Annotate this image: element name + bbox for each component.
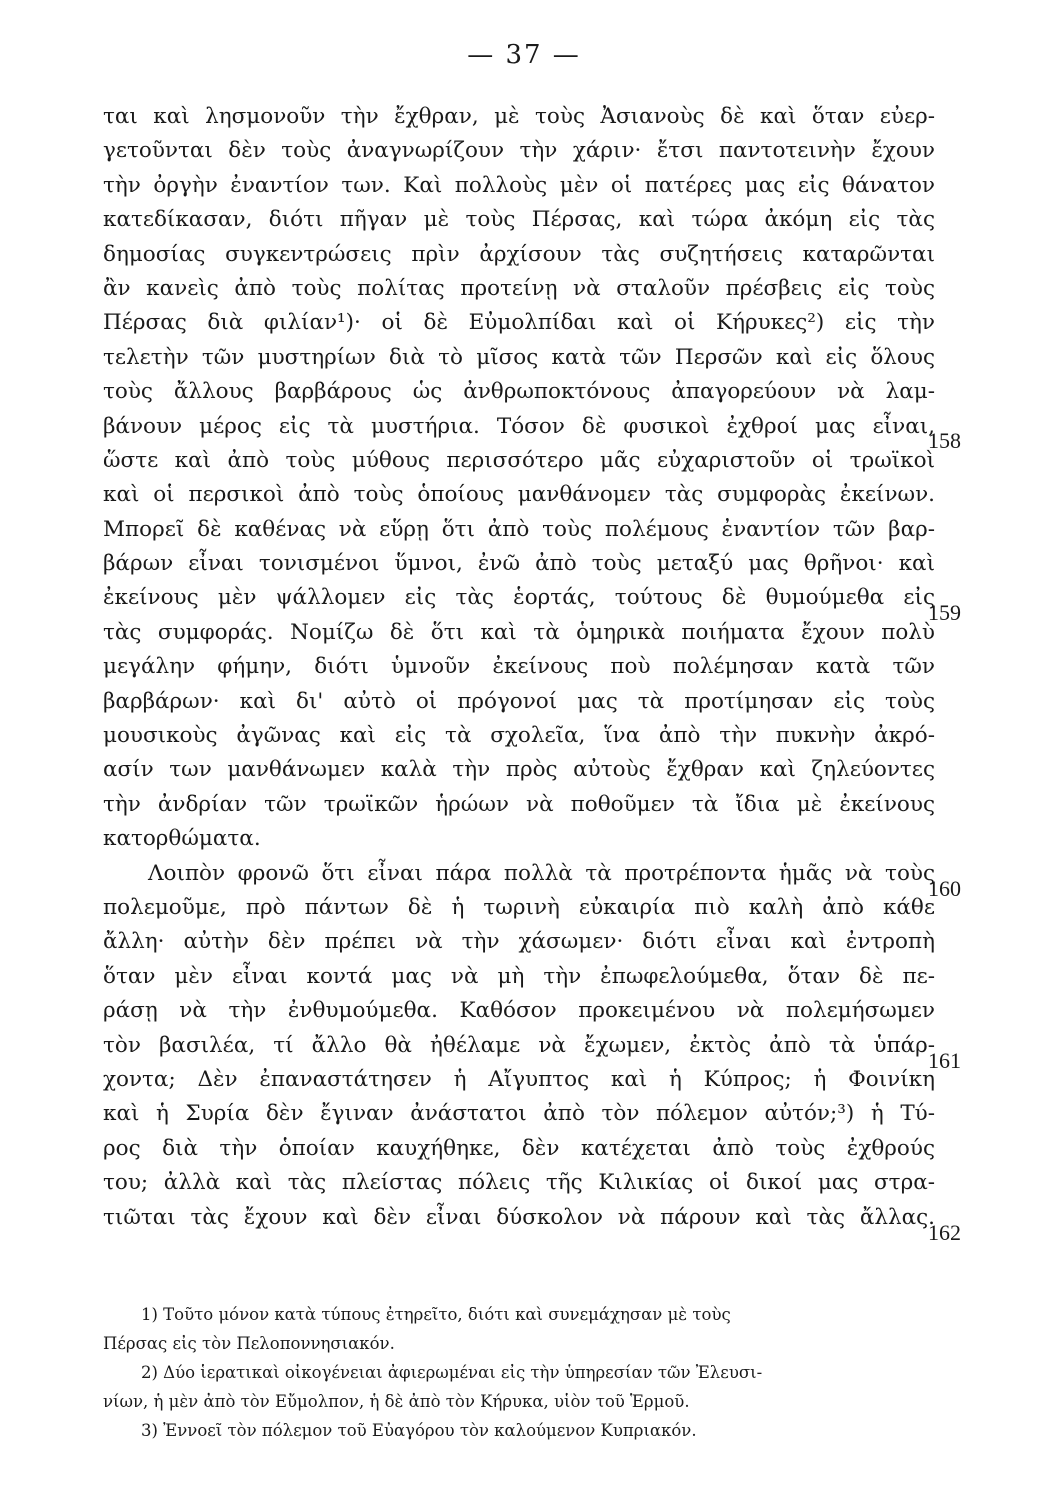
text-line: κατορθώματα. [103, 826, 261, 852]
text-line: δημοσίας συγκεντρώσεις πρὶν ἀρχίσουν τὰς συζητήσεις καταρῶνται [103, 241, 935, 267]
text-line: κατεδίκασαν, διότι πῆγαν μὲ τοὺς Πέρσας, καὶ τώρα ἀκόμη εἰς τὰς [103, 207, 935, 233]
text-line: ρος διὰ τὴν ὁποίαν καυχήθηκε, δὲν κατέχεται ἀπὸ τοὺς ἐχθρούς [103, 1135, 935, 1161]
page-number: — 37 — [467, 40, 581, 70]
text-line: γετοῦνται δὲν τοὺς ἀναγνωρίζουν τὴν χάριν· ἔτσι παντοτεινὴν ἔχουν [103, 138, 935, 164]
text-line: Πέρσας διὰ φιλίαν¹)· οἱ δὲ Εὐμολπίδαι καὶ οἱ Κήρυκες²) εἰς τὴν [103, 310, 935, 336]
text-line: καὶ ἡ Συρία δὲν ἔγιναν ἀνάστατοι ἀπὸ τὸν πόλεμον αὐτόν;³) ἡ Τύ- [103, 1101, 935, 1127]
margin-section-number: 162 [928, 1220, 961, 1245]
text-line: Μπορεῖ δὲ καθένας νὰ εὕρῃ ὅτι ἀπὸ τοὺς πολέμους ἐναντίον τῶν βαρ- [103, 516, 935, 542]
text-line: τὰς συμφοράς. Νομίζω δὲ ὅτι καὶ τὰ ὁμηρικὰ ποιήματα ἔχουν πολὺ [103, 619, 935, 645]
text-line: ὥστε καὶ ἀπὸ τοὺς μύθους περισσότερο μᾶς εὐχαριστοῦν οἱ τρωϊκοὶ [103, 447, 935, 473]
body-text [103, 100, 935, 1235]
text-line: μεγάλην φήμην, διότι ὑμνοῦν ἐκείνους ποὺ πολέμησαν κατὰ τῶν [103, 654, 935, 680]
footnote-line: νίων, ἡ μὲν ἀπὸ τὸν Εὔμολπον, ἡ δὲ ἀπὸ τὸν Κήρυκα, υἱὸν τοῦ Ἑρμοῦ. [103, 1392, 690, 1411]
text-line: τὴν ὀργὴν ἐναντίον των. Καὶ πολλοὺς μὲν οἱ πατέρες μας εἰς θάνατον [103, 172, 935, 198]
text-line: ὅταν μὲν εἶναι κοντά μας νὰ μὴ τὴν ἐπωφελούμεθα, ὅταν δὲ πε- [103, 963, 935, 989]
text-line: Λοιπὸν φρονῶ ὅτι εἶναι πάρα πολλὰ τὰ προτρέποντα ἡμᾶς νὰ τοὺς [148, 860, 935, 886]
text-line: μουσικοὺς ἀγῶνας καὶ εἰς τὰ σχολεῖα, ἵνα ἀπὸ τὴν πυκνὴν ἀκρό- [103, 723, 935, 749]
text-line: ται καὶ λησμονοῦν τὴν ἔχθραν, μὲ τοὺς Ἀσιανοὺς δὲ καὶ ὅταν εὐερ- [103, 104, 935, 129]
margin-section-number: 161 [928, 1048, 961, 1073]
margin-section-number: 160 [928, 876, 961, 901]
footnote-line: Πέρσας εἰς τὸν Πελοποννησιακόν. [103, 1334, 395, 1353]
text-line: τιῶται τὰς ἔχουν καὶ δὲν εἶναι δύσκολον νὰ πάρουν καὶ τὰς ἄλλας. [103, 1204, 935, 1230]
text-line: ἂν κανεὶς ἀπὸ τοὺς πολίτας προτείνῃ νὰ σταλοῦν πρέσβεις εἰς τοὺς [103, 275, 935, 301]
text-line: βάρων εἶναι τονισμένοι ὕμνοι, ἐνῶ ἀπὸ τοὺς μεταξύ μας θρῆνοι· καὶ [103, 551, 935, 577]
text-line: ασίν των μανθάνωμεν καλὰ τὴν πρὸς αὐτοὺς ἔχθραν καὶ ζηλεύοντες [103, 757, 935, 783]
footnote-line: 1) Τοῦτο μόνον κατὰ τύπους ἐτηρεῖτο, διότι καὶ συνεμάχησαν μὲ τοὺς [141, 1305, 731, 1324]
text-line: τοὺς ἄλλους βαρβάρους ὡς ἀνθρωποκτόνους ἀπαγορεύουν νὰ λαμ- [103, 379, 935, 405]
text-line: ἄλλη· αὐτὴν δὲν πρέπει νὰ τὴν χάσωμεν· διότι εἶναι καὶ ἐντροπὴ [103, 929, 935, 955]
footnote-line: 3) Ἐννοεῖ τὸν πόλεμον τοῦ Εὐαγόρου τὸν καλούμενον Κυπριακόν. [141, 1421, 697, 1440]
text-line: τὴν ἀνδρίαν τῶν τρωϊκῶν ἡρώων νὰ ποθοῦμεν τὰ ἴδια μὲ ἐκείνους [103, 791, 935, 817]
text-line: χοντα; Δὲν ἐπαναστάτησεν ἡ Αἴγυπτος καὶ ἡ Κύπρος; ἡ Φοινίκη [103, 1066, 935, 1092]
text-line: τὸν βασιλέα, τί ἄλλο θὰ ἠθέλαμε νὰ ἔχωμεν, ἐκτὸς ἀπὸ τὰ ὑπάρ- [103, 1032, 935, 1058]
text-line: καὶ οἱ περσικοὶ ἀπὸ τοὺς ὁποίους μανθάνομεν τὰς συμφορὰς ἐκείνων. [103, 482, 935, 508]
text-line: βαρβάρων· καὶ δι' αὐτὸ οἱ πρόγονοί μας τὰ προτίμησαν εἰς τοὺς [103, 688, 935, 714]
margin-section-number: 158 [928, 428, 961, 453]
margin-section-number: 159 [928, 600, 961, 625]
text-line: πολεμοῦμε, πρὸ πάντων δὲ ἡ τωρινὴ εὐκαιρία πιὸ καλὴ ἀπὸ κάθε [103, 894, 935, 920]
text-line: του; ἀλλὰ καὶ τὰς πλείστας πόλεις τῆς Κιλικίας οἱ δικοί μας στρα- [103, 1170, 935, 1196]
text-line: βάνουν μέρος εἰς τὰ μυστήρια. Τόσον δὲ φυσικοὶ ἐχθροί μας εἶναι, [103, 413, 935, 439]
footnotes [103, 1300, 935, 1445]
text-line: τελετὴν τῶν μυστηρίων διὰ τὸ μῖσος κατὰ τῶν Περσῶν καὶ εἰς ὅλους [103, 344, 935, 370]
text-line: ἐκείνους μὲν ψάλλομεν εἰς τὰς ἑορτάς, τούτους δὲ θυμούμεθα εἰς [103, 585, 935, 611]
footnote-line: 2) Δύο ἱερατικαὶ οἰκογένειαι ἀφιερωμέναι εἰς τὴν ὑπηρεσίαν τῶν Ἐλευσι- [141, 1363, 763, 1382]
text-line: ράσῃ νὰ τὴν ἐνθυμούμεθα. Καθόσον προκειμένου νὰ πολεμήσωμεν [103, 998, 935, 1024]
